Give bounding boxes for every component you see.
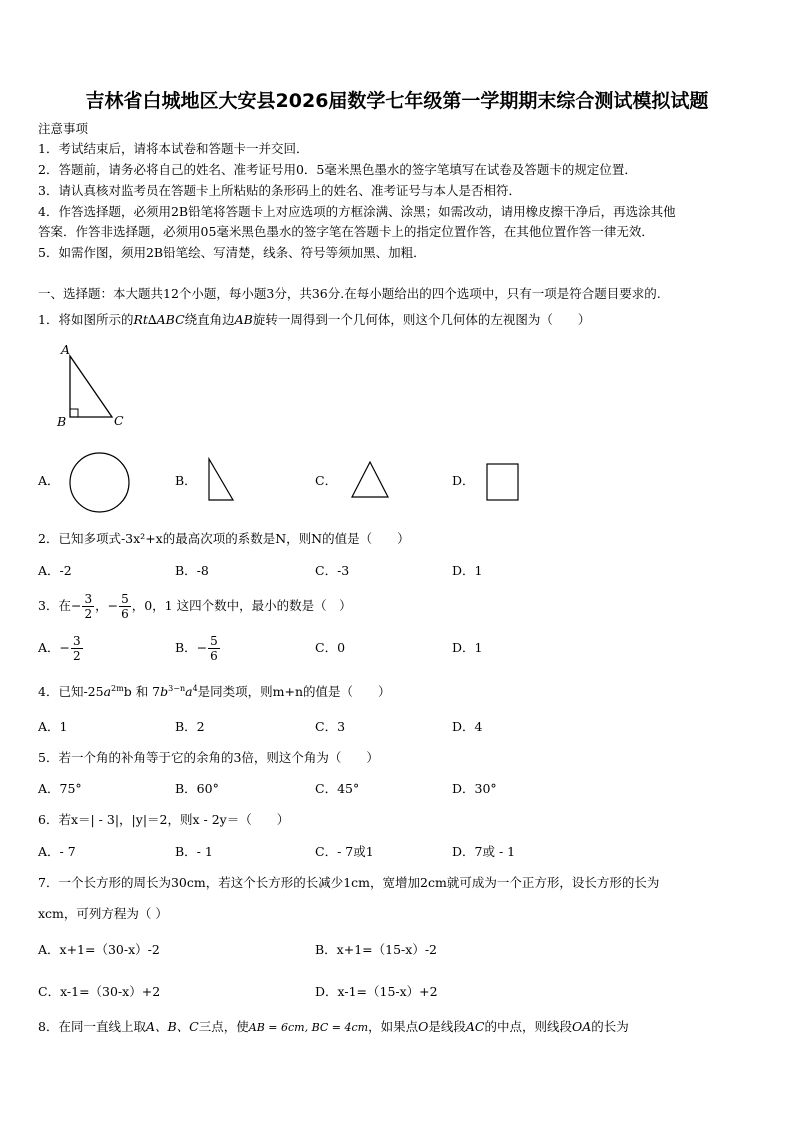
question-7: 7．一个长方形的周长为30cm，若这个长方形的长减少1cm，宽增加2cm就可成为一个正方形，设长方形的长为	[38, 875, 660, 890]
rectangle-shape	[487, 464, 518, 500]
q7-option-d: D．x-1=（15-x）+2	[315, 984, 438, 999]
q2-option-b: B．-8	[175, 563, 209, 578]
q8-points: A、B、C	[145, 1019, 199, 1034]
fraction-5-6	[208, 634, 220, 663]
q7-option-a: A．x+1=（30-x）-2	[38, 942, 160, 957]
q6-option-b: B．- 1	[175, 844, 213, 859]
question-1	[38, 312, 590, 328]
q4-option-d: D．4	[452, 719, 483, 734]
fraction-3-2	[82, 592, 94, 621]
q3-pre: 3．在	[38, 598, 71, 613]
numerator: 3	[73, 634, 81, 648]
q4-pre: 4．已知-25	[38, 684, 104, 700]
numerator: 3	[84, 592, 93, 606]
section-heading: 一、选择题：本大题共12个小题，每小题3分，共36分.在每小题给出的四个选项中，只有一项是符合题目要求的.	[38, 286, 661, 301]
q1-option-c: C．	[315, 473, 338, 488]
q7-option-b: B．x+1=（15-x）-2	[315, 942, 437, 957]
q1-option-a: A．	[38, 473, 60, 488]
q2-option-d: D．1	[452, 563, 483, 578]
q8-post: 的长为	[591, 1019, 629, 1034]
fraction-5-6	[119, 592, 131, 621]
circle-shape	[70, 453, 129, 512]
exponent: 2m	[111, 684, 124, 693]
notice-heading: 注意事项	[38, 121, 89, 136]
q1-post: 旋转一周得到一个几何体，则这个几何体的左视图为（ ）	[252, 312, 591, 327]
triangle-shape	[352, 462, 388, 497]
q1-right-triangle-view	[207, 457, 237, 503]
denominator: 2	[73, 649, 81, 663]
q7-option-c: C．x-1=（30-x）+2	[38, 984, 161, 999]
label-c: C	[114, 413, 124, 428]
q4-option-a: A．1	[38, 719, 68, 734]
q6-option-c: C．- 7或1	[315, 844, 374, 859]
q1-mid: 绕直角边	[184, 312, 235, 327]
numerator: 5	[210, 634, 218, 648]
notice-item: 5．如需作图，须用2B铅笔绘、写清楚，线条、符号等须加黑、加粗．	[38, 245, 426, 260]
q5-option-c: C．45°	[315, 781, 360, 796]
denominator: 6	[210, 649, 218, 663]
q8-mid3: 是线段	[428, 1019, 466, 1034]
q3-sign-2: −	[107, 598, 119, 613]
q1-option-b: B．	[175, 473, 197, 488]
triangle-shape	[209, 459, 233, 500]
label-b: B	[57, 414, 67, 429]
var-a: a	[185, 684, 193, 700]
q1-isosceles-triangle-view	[350, 460, 392, 500]
q8-segment-ac: AC	[465, 1019, 485, 1034]
q3-option-b	[175, 632, 221, 664]
sign: −	[59, 640, 71, 655]
q8-segment-oa: OA	[571, 1019, 592, 1034]
q8-point-o: O	[418, 1019, 429, 1034]
q5-option-a: A．75°	[38, 781, 82, 796]
q5-option-d: D．30°	[452, 781, 497, 796]
question-5: 5．若一个角的补角等于它的余角的3倍，则这个角为（ ）	[38, 750, 379, 765]
q3-sign-1: −	[70, 598, 82, 613]
denominator: 6	[121, 607, 129, 621]
q1-pre: 1．将如图所示的	[38, 312, 134, 327]
var-b: b	[160, 684, 169, 700]
q8-condition: AB = 6cm, BC = 4cm	[248, 1021, 369, 1034]
q6-option-a: A．- 7	[38, 844, 76, 859]
sign: −	[196, 640, 208, 655]
q4-mid: b 和 7	[123, 684, 161, 700]
numerator: 5	[121, 592, 129, 606]
page-title: 吉林省白城地区大安县2026届数学七年级第一学期期末综合测试模拟试题	[85, 90, 709, 112]
question-3	[38, 590, 352, 622]
question-2: 2．已知多项式-3x²+x的最高次项的系数是N，则N的值是（ ）	[38, 531, 410, 546]
q3-sep: ，	[95, 598, 108, 613]
label-a: A	[61, 342, 71, 357]
option-letter: B．	[175, 640, 197, 655]
question-7-cont: xcm，可列方程为（ ）	[38, 906, 168, 921]
fraction-3-2	[71, 634, 83, 663]
right-triangle-shape	[70, 356, 112, 417]
question-4	[38, 681, 391, 700]
q1-rectangle-view	[485, 462, 521, 502]
q5-option-b: B．60°	[175, 781, 219, 796]
notice-item: 3．请认真核对监考员在答题卡上所粘贴的条形码上的姓名、准考证号与本人是否相符．	[38, 183, 521, 198]
q4-option-c: C．3	[315, 719, 346, 734]
exponent: 3−n	[168, 684, 186, 693]
q1-option-d: D．	[452, 473, 475, 488]
notice-item: 2．答题前，请务必将自己的姓名、准考证号用0．5毫米黑色墨水的签字笔填写在试卷及答题卡的规定位置．	[38, 162, 637, 177]
right-angle-mark	[70, 409, 78, 417]
q4-option-b: B．2	[175, 719, 205, 734]
q3-option-c: C．0	[315, 640, 346, 655]
q3-option-d: D．1	[452, 640, 483, 655]
option-letter: A．	[38, 640, 60, 655]
q8-pre: 8．在同一直线上取	[38, 1019, 146, 1034]
question-8	[38, 1019, 629, 1036]
q8-mid4: 的中点，则线段	[484, 1019, 572, 1034]
notice-item: 1．考试结束后，请将本试卷和答题卡一并交回．	[38, 141, 309, 156]
q1-circle-view	[69, 452, 131, 514]
q3-option-a	[38, 632, 84, 664]
q1-triangle-name: Rt∆ABC	[133, 312, 185, 327]
notice-item: 答案．作答非选择题，必须用05毫米黑色墨水的签字笔在答题卡上的指定位置作答，在其他位置作答一律无效．	[38, 224, 654, 239]
var-a: a	[103, 684, 112, 700]
q6-option-d: D．7或 - 1	[452, 844, 516, 859]
question-6: 6．若x＝| - 3|，|y|＝2，则x - 2y＝（ ）	[38, 812, 290, 827]
q2-option-a: A．-2	[38, 563, 72, 578]
q3-post: ，0，1 这四个数中，最小的数是（ ）	[131, 598, 352, 613]
q4-post: 是同类项，则m+n的值是（ ）	[197, 684, 391, 700]
q8-mid2: ，如果点	[368, 1019, 419, 1034]
exponent: 4	[192, 684, 198, 693]
denominator: 2	[84, 607, 93, 621]
q1-edge-name: AB	[234, 312, 253, 327]
q2-option-c: C．-3	[315, 563, 350, 578]
notice-item: 4．作答选择题，必须用2B铅笔将答题卡上对应选项的方框涂满、涂黑；如需改动，请用橡皮擦干净后，再选涂其他	[38, 204, 676, 219]
q8-mid: 三点，使	[198, 1019, 249, 1034]
